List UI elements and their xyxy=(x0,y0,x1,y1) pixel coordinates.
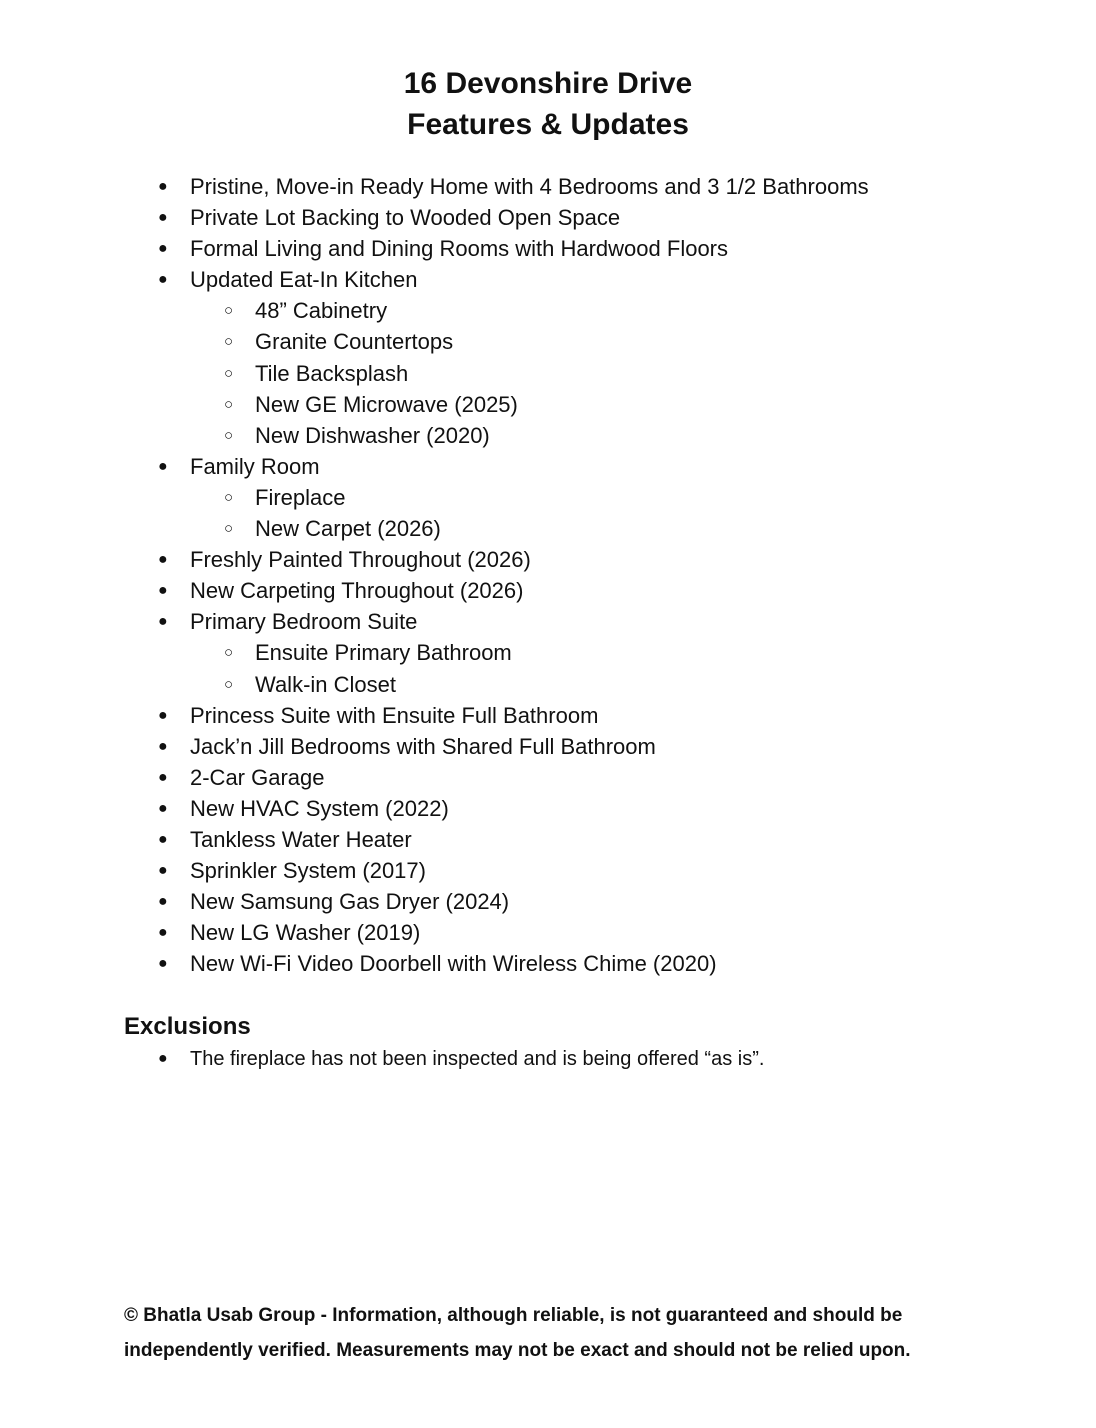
feature-text: Ensuite Primary Bathroom xyxy=(255,640,512,666)
feature-item xyxy=(0,948,869,979)
feature-item xyxy=(0,264,869,295)
title-subtitle: Features & Updates xyxy=(407,108,689,141)
feature-item xyxy=(0,917,869,948)
feature-subitem xyxy=(0,637,869,668)
bullet-icon: ● xyxy=(158,830,168,848)
feature-text: New Wi-Fi Video Doorbell with Wireless Chime (2020) xyxy=(190,951,717,977)
feature-text: Fireplace xyxy=(255,484,346,510)
feature-item xyxy=(0,824,869,855)
bullet-icon: ● xyxy=(158,271,168,289)
bullet-icon: ● xyxy=(158,706,168,724)
feature-item xyxy=(0,451,869,482)
sub-bullet-icon: ○ xyxy=(224,364,234,382)
feature-text: 2-Car Garage xyxy=(190,764,325,790)
feature-text: Private Lot Backing to Wooded Open Space xyxy=(190,205,621,231)
feature-item xyxy=(0,575,869,606)
feature-item xyxy=(0,762,869,793)
feature-item xyxy=(0,700,869,731)
feature-item xyxy=(0,544,869,575)
feature-text: Walk-in Closet xyxy=(255,671,396,697)
feature-item xyxy=(0,233,869,264)
bullet-icon: ● xyxy=(158,893,168,911)
feature-text: New GE Microwave (2025) xyxy=(255,391,518,417)
bullet-icon: ● xyxy=(158,799,168,817)
feature-subitem xyxy=(0,389,869,420)
title-address: 16 Devonshire Drive xyxy=(403,67,693,100)
feature-text: 48” Cabinetry xyxy=(255,298,388,324)
sub-bullet-icon: ○ xyxy=(224,644,234,662)
feature-text: New Carpet (2026) xyxy=(255,516,441,542)
feature-text: New Dishwasher (2020) xyxy=(255,422,490,448)
feature-item xyxy=(0,171,869,202)
bullet-icon: ● xyxy=(158,862,168,880)
exclusion-text: The fireplace has not been inspected and is being offered “as is”. xyxy=(190,1048,765,1070)
feature-item xyxy=(0,886,869,917)
sub-bullet-icon: ○ xyxy=(224,395,234,413)
feature-text: New Carpeting Throughout (2026) xyxy=(190,578,524,604)
feature-text: Granite Countertops xyxy=(255,329,454,355)
bullet-icon: ● xyxy=(158,955,168,973)
feature-text: Tankless Water Heater xyxy=(190,826,412,852)
bullet-icon: ● xyxy=(158,457,168,475)
sub-bullet-icon: ○ xyxy=(224,488,234,506)
bullet-icon: ● xyxy=(158,737,168,755)
feature-subitem xyxy=(0,295,869,326)
feature-item xyxy=(0,606,869,637)
feature-subitem xyxy=(0,358,869,389)
footer-disclaimer: © Bhatla Usab Group - Information, although reliable, is not guaranteed and should be independently verified. Measurements may not be exact and should not be relied upon. xyxy=(124,1305,911,1361)
feature-item xyxy=(0,855,869,886)
feature-text: Primary Bedroom Suite xyxy=(190,609,418,635)
exclusions-heading: Exclusions xyxy=(124,1013,251,1040)
feature-item xyxy=(0,793,869,824)
feature-subitem xyxy=(0,420,869,451)
bullet-icon: ● xyxy=(158,1050,168,1067)
feature-subitem xyxy=(0,513,869,544)
feature-text: New LG Washer (2019) xyxy=(190,920,421,946)
feature-text: Jack’n Jill Bedrooms with Shared Full Bathroom xyxy=(190,733,656,759)
page-title xyxy=(0,63,1096,145)
sub-bullet-icon: ○ xyxy=(224,426,234,444)
sub-bullet-icon: ○ xyxy=(224,675,234,693)
feature-text: Freshly Painted Throughout (2026) xyxy=(190,547,531,573)
bullet-icon: ● xyxy=(158,924,168,942)
feature-subitem xyxy=(0,669,869,700)
bullet-icon: ● xyxy=(158,768,168,786)
feature-text: Princess Suite with Ensuite Full Bathroom xyxy=(190,702,599,728)
sub-bullet-icon: ○ xyxy=(224,520,234,538)
feature-text: Formal Living and Dining Rooms with Hardwood Floors xyxy=(190,236,729,262)
sub-bullet-icon: ○ xyxy=(224,333,234,351)
bullet-icon: ● xyxy=(158,209,168,227)
bullet-icon: ● xyxy=(158,178,168,195)
feature-text: Pristine, Move-in Ready Home with 4 Bedrooms and 3 1/2 Bathrooms xyxy=(190,174,869,199)
feature-subitem xyxy=(0,326,869,357)
exclusion-item xyxy=(0,1044,764,1074)
bullet-icon: ● xyxy=(158,240,168,258)
features-list xyxy=(0,171,869,979)
feature-item xyxy=(0,202,869,233)
feature-text: Updated Eat-In Kitchen xyxy=(190,267,418,293)
bullet-icon: ● xyxy=(158,551,168,569)
bullet-icon: ● xyxy=(158,613,168,631)
feature-text: New Samsung Gas Dryer (2024) xyxy=(190,889,510,915)
exclusions-list xyxy=(0,1044,764,1074)
sub-bullet-icon: ○ xyxy=(224,302,234,320)
feature-subitem xyxy=(0,482,869,513)
feature-text: Family Room xyxy=(190,453,320,479)
feature-text: New HVAC System (2022) xyxy=(190,795,449,821)
feature-item xyxy=(0,731,869,762)
bullet-icon: ● xyxy=(158,582,168,600)
feature-text: Sprinkler System (2017) xyxy=(190,858,426,884)
feature-text: Tile Backsplash xyxy=(255,360,409,386)
